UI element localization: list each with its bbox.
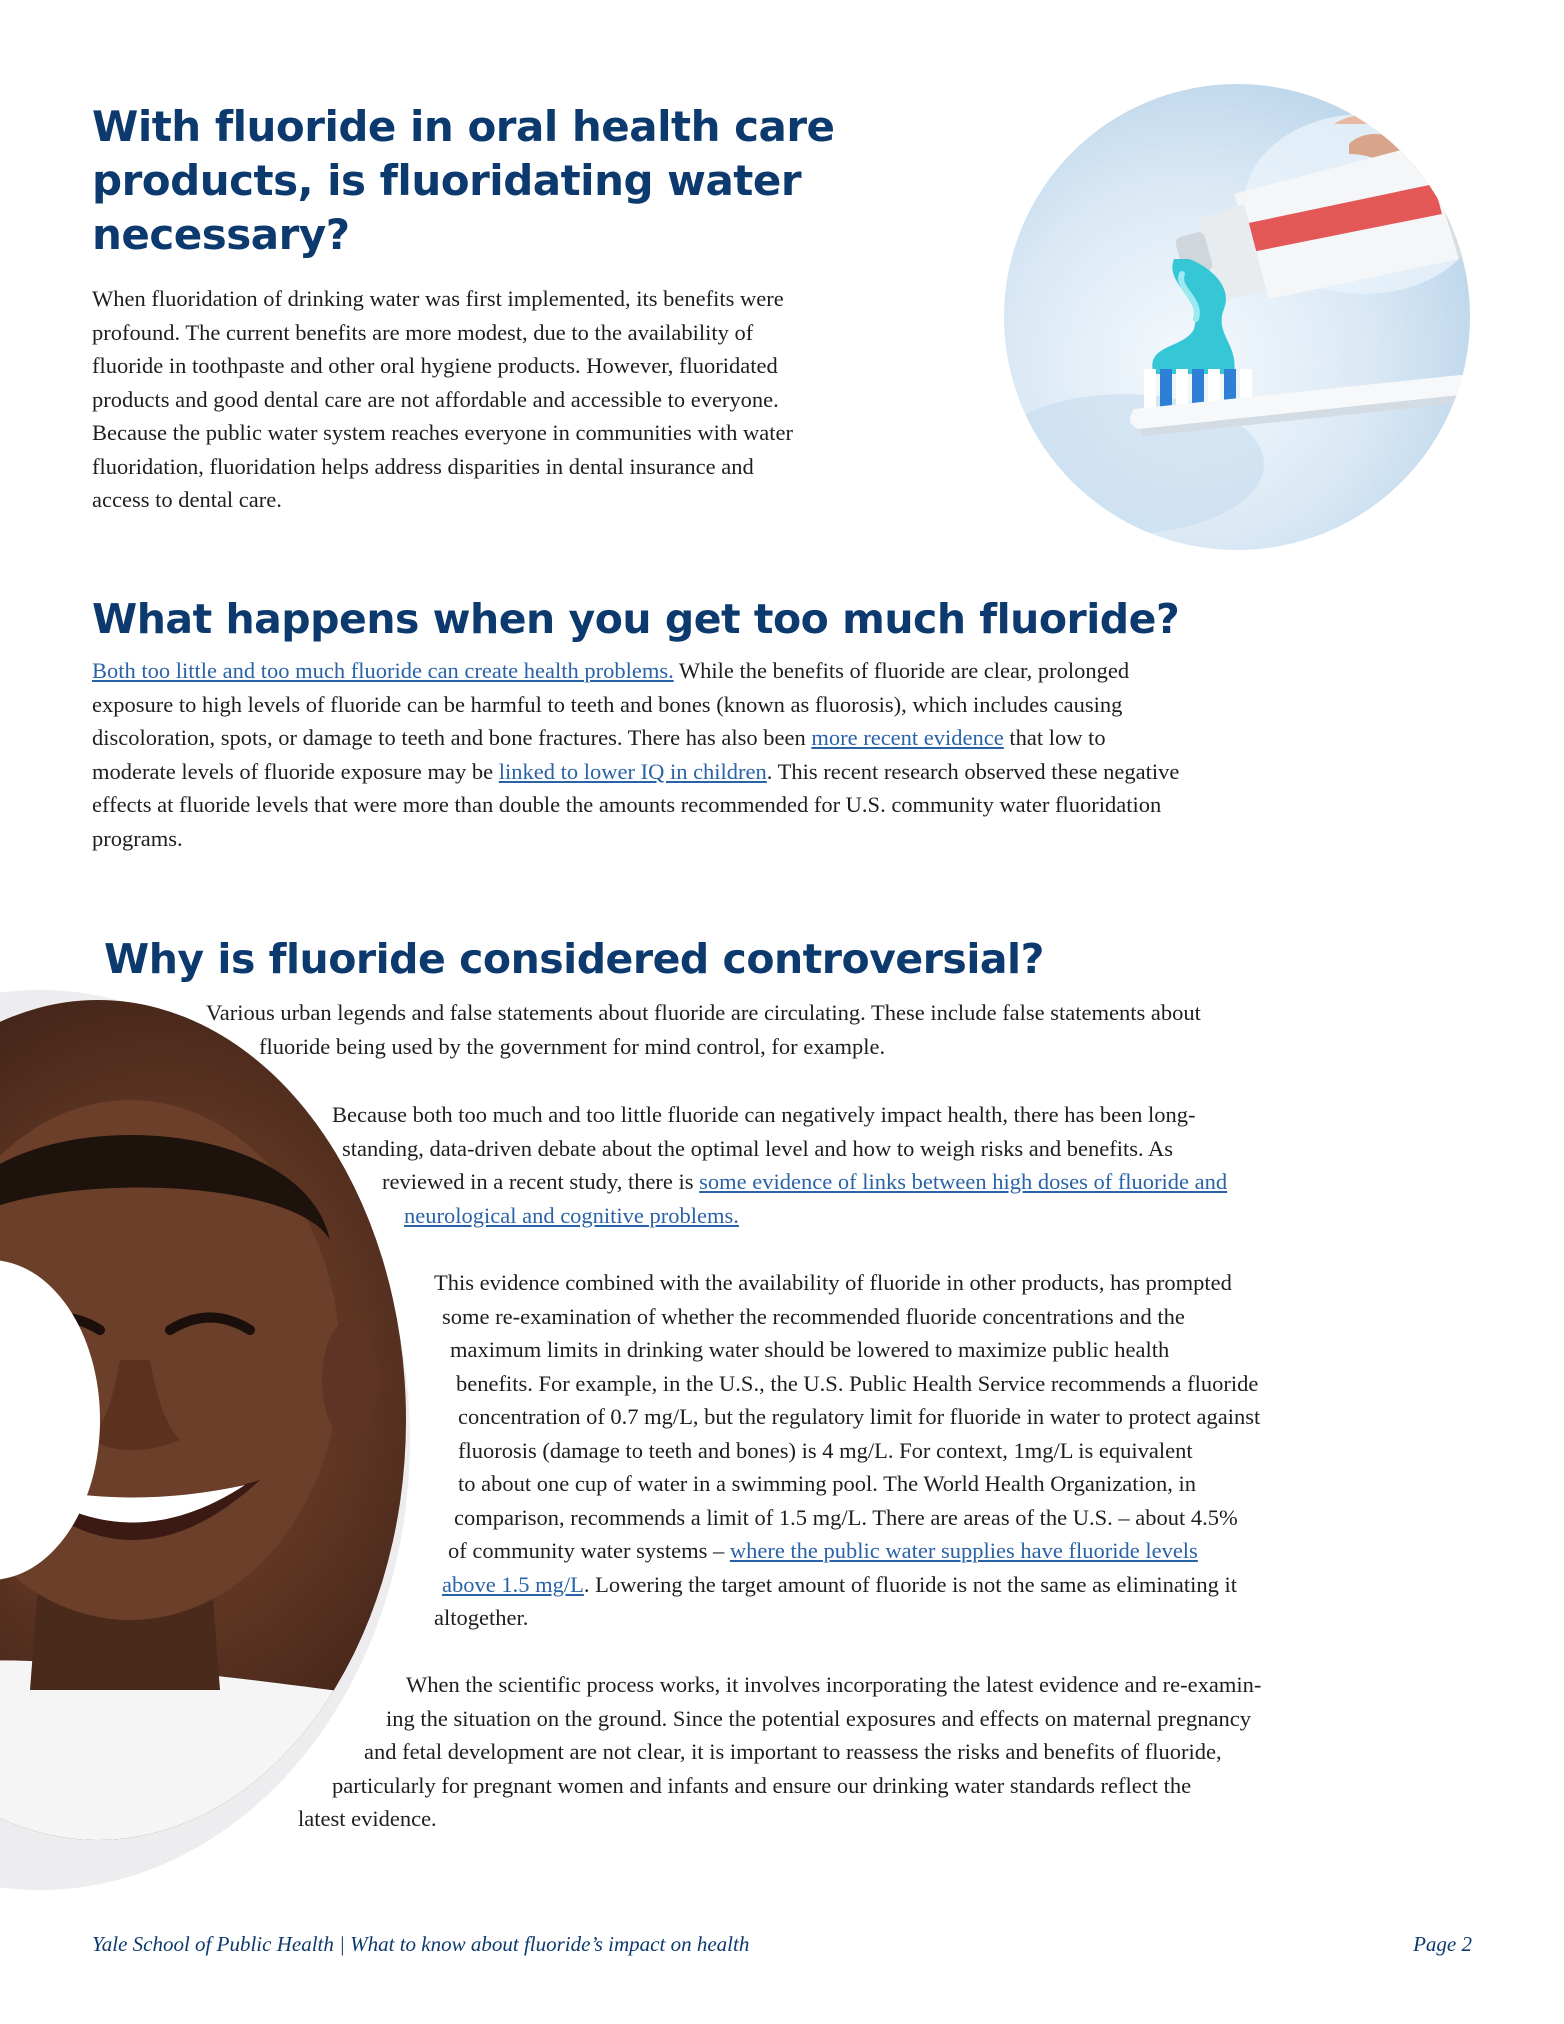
title-line: With fluoride in oral health care xyxy=(92,102,835,151)
section3-paragraph-3 xyxy=(0,1266,1564,1635)
body-line: Various urban legends and false statements about fluoride are circulating. These include false statements about xyxy=(206,1000,1201,1025)
body-line: standing, data-driven debate about the optimal level and how to weigh risks and benefits. As xyxy=(342,1135,1174,1161)
body-text: . This recent research observed these negative xyxy=(766,758,1180,784)
body-line: When the scientific process works, it involves incorporating the latest evidence and re-examin- xyxy=(406,1672,1262,1697)
section3-paragraph-1 xyxy=(0,996,1564,1063)
body-line: access to dental care. xyxy=(92,487,282,512)
body-line: benefits. For example, in the U.S., the U.S. Public Health Service recommends a fluoride xyxy=(456,1370,1259,1396)
body-line: to about one cup of water in a swimming pool. The World Health Organization, in xyxy=(458,1471,1197,1496)
body-line: Because the public water system reaches everyone in communities with water xyxy=(92,420,794,445)
body-line: maximum limits in drinking water should be lowered to maximize public health xyxy=(450,1337,1170,1362)
footer-source: Yale School of Public Health | What to know about fluoride’s impact on health xyxy=(92,1932,750,1956)
body-line xyxy=(0,1568,1564,1602)
toothpaste-photo xyxy=(1004,84,1470,550)
body-line: effects at fluoride levels that were more than double the amounts recommended for U.S. community water fluoridation xyxy=(92,792,1162,817)
body-line xyxy=(0,1165,1564,1199)
body-line: latest evidence. xyxy=(298,1806,437,1831)
body-line: concentration of 0.7 mg/L, but the regulatory limit for fluoride in water to protect against xyxy=(458,1404,1261,1429)
body-text: . Lowering the target amount of fluoride is not the same as eliminating it xyxy=(583,1571,1238,1597)
body-line: fluorosis (damage to teeth and bones) is 4 mg/L. For context, 1mg/L is equivalent xyxy=(458,1437,1193,1463)
toothpaste-illustration xyxy=(1004,84,1470,550)
body-line: Because both too much and too little fluoride can negatively impact health, there has been long- xyxy=(332,1102,1196,1127)
body-line: particularly for pregnant women and infants and ensure our drinking water standards reflect the xyxy=(332,1772,1192,1798)
body-line: When fluoridation of drinking water was first implemented, its benefits were xyxy=(92,286,784,311)
link-more-recent-evidence[interactable]: more recent evidence xyxy=(811,725,1004,750)
body-text: While the benefits of fluoride are clear, prolonged xyxy=(673,658,1130,683)
title-line: necessary? xyxy=(92,210,350,259)
body-line: some re-examination of whether the recommended fluoride concentrations and the xyxy=(442,1303,1185,1329)
section3-paragraph-4 xyxy=(0,1668,1564,1836)
section-title-controversial: Why is fluoride considered controversial? xyxy=(104,935,1044,983)
body-line xyxy=(0,1199,1564,1233)
body-text: that low to xyxy=(1003,725,1106,750)
body-line xyxy=(0,1534,1564,1568)
link-water-supplies-fluoride-levels[interactable]: where the public water supplies have fluoride levels xyxy=(729,1538,1198,1563)
body-line: altogether. xyxy=(434,1605,529,1630)
body-line xyxy=(92,721,1179,755)
body-line xyxy=(92,654,1179,688)
section3-paragraph-2 xyxy=(0,1098,1564,1232)
page-number: Page 2 xyxy=(1413,1932,1472,1956)
body-line: exposure to high levels of fluoride can be harmful to teeth and bones (known as fluorosis), which includes causing xyxy=(92,691,1123,717)
body-line: products and good dental care are not affordable and accessible to everyone. xyxy=(92,386,779,412)
body-line: This evidence combined with the availability of fluoride in other products, has prompted xyxy=(434,1270,1232,1295)
body-line: fluoride in toothpaste and other oral hygiene products. However, fluoridated xyxy=(92,353,778,378)
body-line: profound. The current benefits are more modest, due to the availability of xyxy=(92,319,754,345)
body-text: discoloration, spots, or damage to teeth and bone fractures. There has also been xyxy=(92,725,812,750)
body-text: of community water systems – xyxy=(448,1538,730,1563)
link-lower-iq[interactable]: linked to lower IQ in children xyxy=(498,758,767,784)
link-neurological-problems[interactable]: neurological and cognitive problems. xyxy=(404,1202,739,1228)
body-line: fluoride being used by the government for mind control, for example. xyxy=(259,1033,886,1059)
section1-body xyxy=(92,282,793,517)
body-line xyxy=(92,755,1179,789)
link-evidence-high-doses[interactable]: some evidence of links between high doses of fluoride and xyxy=(699,1169,1228,1194)
body-line: comparison, recommends a limit of 1.5 mg/L. There are areas of the U.S. – about 4.5% xyxy=(454,1504,1238,1530)
link-health-problems[interactable]: Both too little and too much fluoride can create health problems. xyxy=(92,658,674,683)
body-line: fluoridation, fluoridation helps address disparities in dental insurance and xyxy=(92,453,754,479)
body-text: reviewed in a recent study, there is xyxy=(382,1169,700,1194)
link-above-1-5-mg[interactable]: above 1.5 mg/L xyxy=(442,1571,584,1597)
body-line: and fetal development are not clear, it is important to reassess the risks and benefits of fluoride, xyxy=(364,1739,1222,1764)
section-title-fluoride-products xyxy=(92,100,882,262)
section-title-too-much-fluoride: What happens when you get too much fluoride? xyxy=(92,595,1180,643)
body-line: ing the situation on the ground. Since the potential exposures and effects on maternal pregnancy xyxy=(386,1705,1251,1731)
section2-body xyxy=(92,654,1179,855)
body-text: moderate levels of fluoride exposure may be xyxy=(92,758,499,784)
body-line: programs. xyxy=(92,825,183,851)
title-line: products, is fluoridating water xyxy=(92,156,802,205)
